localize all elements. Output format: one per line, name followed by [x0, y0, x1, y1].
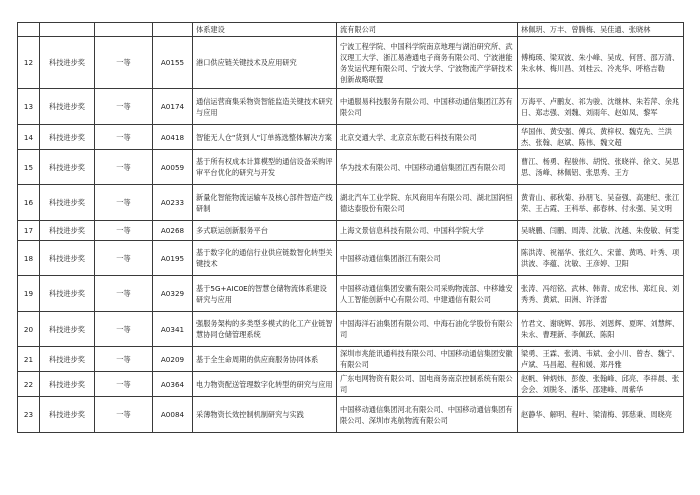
- table-row: [18, 37, 684, 89]
- cell-award-type: 科技进步奖: [40, 89, 95, 125]
- awards-table: [17, 22, 684, 433]
- cell-organizations: 宁波工程学院、中国科学院南京地理与湖泊研究所、武汉理工大学、浙江易港通电子商务有限公司、宁波港能务发运代理有限公司、宁波大学、宁波物流产学研技术创新战略联盟: [337, 37, 518, 89]
- cell-award-type: 科技进步奖: [40, 37, 95, 89]
- cell-project-name: 基于数字化的通信行业供应链数智化转型关键技术: [193, 241, 337, 276]
- cell-project-name: 智能无人仓"货到人"订单拣选整体解决方案: [193, 125, 337, 150]
- cell-number: 15: [18, 150, 40, 185]
- cell-project-code: A0209: [153, 347, 193, 372]
- cell-project-name: 电力物资配送管理数字化转型的研究与应用: [193, 372, 337, 397]
- cell-organizations: 湖北汽车工业学院、东风商用车有限公司、湖北国润恒德达泰股份有限公司: [337, 185, 518, 221]
- table-row: [18, 312, 684, 347]
- cell-award-type: 科技进步奖: [40, 347, 95, 372]
- cell-number: 12: [18, 37, 40, 89]
- cell-project-name: 基于所有权成本计算模型的通信设备采购评审平台优化的研究与开发: [193, 150, 337, 185]
- cell-project-code: A0364: [153, 372, 193, 397]
- cell-project-code: A0155: [153, 37, 193, 89]
- cell-contributors: 华国伟、黄安强、傅兵、黄梓权、魏克先、兰洪杰、张翰、赵斌、陈伟、魏文超: [518, 125, 684, 150]
- table-row: [18, 397, 684, 433]
- cell-contributors: 张涛、冯绍铭、武林、韩青、成宏伟、郑红良、刘秀秀、黄斌、田洲、许泽雷: [518, 276, 684, 312]
- table-row: [18, 241, 684, 276]
- cell-grade: [95, 23, 153, 37]
- cell-grade: 一等: [95, 397, 153, 433]
- cell-contributors: 万海平、卢鹏友、祁为骏、沈继林、朱若萍、余兆日、郑志强、刘魏、刘雨年、赵如凤、黎军: [518, 89, 684, 125]
- cell-organizations: 中国移动通信集团浙江有限公司: [337, 241, 518, 276]
- cell-project-name: 通信运营商集采物资智能监造关键技术研究与应用: [193, 89, 337, 125]
- cell-award-type: 科技进步奖: [40, 241, 95, 276]
- cell-project-code: A0084: [153, 397, 193, 433]
- cell-award-type: 科技进步奖: [40, 397, 95, 433]
- cell-grade: 一等: [95, 221, 153, 241]
- cell-number: 16: [18, 185, 40, 221]
- cell-contributors: 竹君文、谢晓辉、郭彤、刘恩辉、夏晖、刘慧辉、朱永、曹理新、李佩跃、陈阳: [518, 312, 684, 347]
- cell-grade: 一等: [95, 241, 153, 276]
- cell-grade: 一等: [95, 372, 153, 397]
- cell-award-type: 科技进步奖: [40, 221, 95, 241]
- cell-contributors: 林佩玥、万丰、曾腾梅、吴佳通、张晓林: [518, 23, 684, 37]
- cell-project-name: 采薄物资长效控制机制研究与实践: [193, 397, 337, 433]
- table-row: [18, 372, 684, 397]
- cell-project-code: A0195: [153, 241, 193, 276]
- cell-organizations: 流有限公司: [337, 23, 518, 37]
- cell-organizations: 中国移动通信集团安徽有限公司采购物流部、中移雄安人工智能创新中心有限公司、中建通信有限公司: [337, 276, 518, 312]
- cell-contributors: 陈洪涛、祝福华、张红久、宋蕾、黄鸣、叶秀、项洪波、李蕴、沈敏、王彦婷、卫阳: [518, 241, 684, 276]
- table-row: [18, 23, 684, 37]
- cell-project-name: 基于5G+AIC0E的智慧仓储物流体系建设研究与应用: [193, 276, 337, 312]
- cell-project-name: 强服务架构的多类型多模式的化工产业链智慧协同仓储管理系统: [193, 312, 337, 347]
- cell-organizations: 深圳市兆能讯通科技有限公司、中国移动通信集团安徽有限公司: [337, 347, 518, 372]
- cell-number: 19: [18, 276, 40, 312]
- cell-grade: 一等: [95, 150, 153, 185]
- table-row: [18, 89, 684, 125]
- cell-grade: 一等: [95, 312, 153, 347]
- cell-project-code: A0268: [153, 221, 193, 241]
- cell-award-type: [40, 23, 95, 37]
- cell-number: 18: [18, 241, 40, 276]
- cell-project-name: 新量化智能物流运输车及核心部件智造产线研制: [193, 185, 337, 221]
- cell-number: 22: [18, 372, 40, 397]
- cell-project-code: [153, 23, 193, 37]
- cell-organizations: 华为技术有限公司、中国移动通信集团江西有限公司: [337, 150, 518, 185]
- cell-contributors: 吴晓鹏、闫鹏、周涛、沈敏、沈越、朱俊敏、何雯: [518, 221, 684, 241]
- cell-grade: 一等: [95, 185, 153, 221]
- cell-organizations: 中国海洋石油集团有限公司、中海石油化学股份有限公司: [337, 312, 518, 347]
- cell-project-name: 体系建设: [193, 23, 337, 37]
- table-row: [18, 221, 684, 241]
- cell-project-code: A0233: [153, 185, 193, 221]
- table-row: [18, 125, 684, 150]
- cell-number: 13: [18, 89, 40, 125]
- cell-organizations: 中通服易科技服务有限公司、中国移动通信集团江苏有限公司: [337, 89, 518, 125]
- cell-project-code: A0059: [153, 150, 193, 185]
- cell-project-name: 港口供应链关键技术及应用研究: [193, 37, 337, 89]
- cell-contributors: 梁勇、王霖、张鸿、韦斌、金小川、曾杏、魏宁、卢斌、马昌超、程和媛、郑丹雅: [518, 347, 684, 372]
- cell-contributors: 赵静华、解明、程叶、梁清梅、郭慈秉、周晓亮: [518, 397, 684, 433]
- cell-organizations: 北京交通大学、北京京东乾石科技有限公司: [337, 125, 518, 150]
- cell-number: 17: [18, 221, 40, 241]
- cell-contributors: 傅梅瑛、梁双波、朱小峰、吴成、何晋、邵万清、朱永林、梅川昌、刘桂云、冷兆华、呼格吉勒: [518, 37, 684, 89]
- cell-organizations: 广东电网物资有限公司、国电商务南京控制系统有限公司: [337, 372, 518, 397]
- cell-award-type: 科技进步奖: [40, 312, 95, 347]
- cell-number: [18, 23, 40, 37]
- cell-project-code: A0174: [153, 89, 193, 125]
- cell-project-name: 多式联运创新服务平台: [193, 221, 337, 241]
- cell-contributors: 赵帆、钟炳炜、彭俊、张翰峰、邱亮、李祥晨、张会会、刘脱冬、潘华、邵建峰、周紫华: [518, 372, 684, 397]
- cell-award-type: 科技进步奖: [40, 125, 95, 150]
- table-row: [18, 276, 684, 312]
- cell-award-type: 科技进步奖: [40, 185, 95, 221]
- cell-grade: 一等: [95, 347, 153, 372]
- cell-organizations: 上海文景信息科技有限公司、中国科学院大学: [337, 221, 518, 241]
- cell-grade: 一等: [95, 276, 153, 312]
- awards-table-body: [18, 23, 684, 433]
- cell-number: 20: [18, 312, 40, 347]
- cell-award-type: 科技进步奖: [40, 276, 95, 312]
- cell-grade: 一等: [95, 125, 153, 150]
- cell-contributors: 黄青山、郝秋菊、孙朋飞、吴奋强、高建纪、张江荣、王占霞、王科举、郝春林、付永强、吴文明: [518, 185, 684, 221]
- cell-number: 21: [18, 347, 40, 372]
- cell-project-code: A0329: [153, 276, 193, 312]
- cell-project-code: A0418: [153, 125, 193, 150]
- cell-contributors: 曹江、杨勇、程骏伟、胡悦、张晓祥、徐文、吴思思、汤峰、林佩铝、张思秀、王方: [518, 150, 684, 185]
- table-row: [18, 150, 684, 185]
- cell-project-name: 基于全生命周期的供应商服务协同体系: [193, 347, 337, 372]
- cell-award-type: 科技进步奖: [40, 372, 95, 397]
- table-row: [18, 185, 684, 221]
- cell-grade: 一等: [95, 37, 153, 89]
- cell-project-code: A0341: [153, 312, 193, 347]
- cell-award-type: 科技进步奖: [40, 150, 95, 185]
- cell-grade: 一等: [95, 89, 153, 125]
- table-row: [18, 347, 684, 372]
- cell-number: 23: [18, 397, 40, 433]
- cell-organizations: 中国移动通信集团河北有限公司、中国移动通信集团有限公司、深圳市兆航物流有限公司: [337, 397, 518, 433]
- cell-number: 14: [18, 125, 40, 150]
